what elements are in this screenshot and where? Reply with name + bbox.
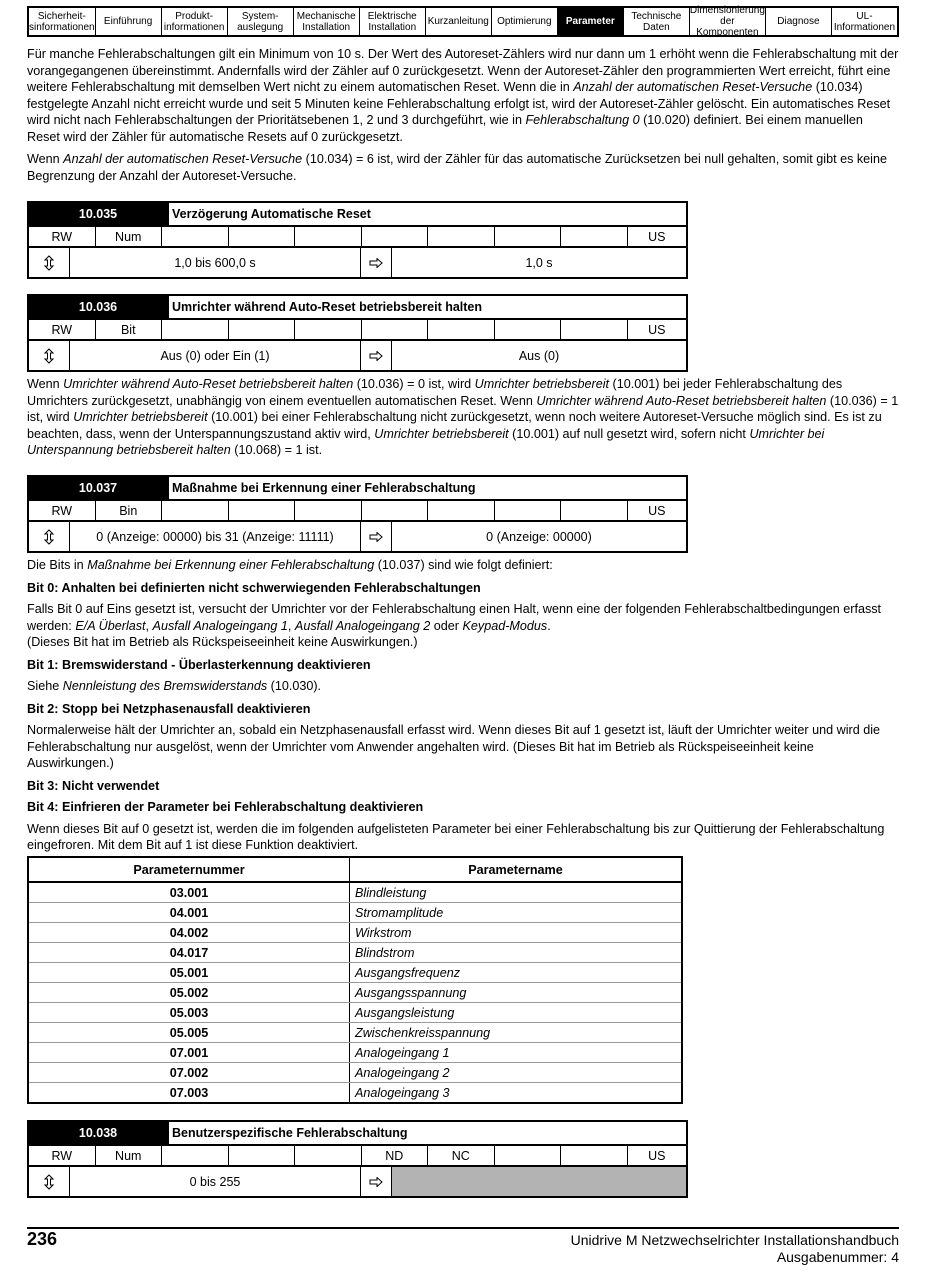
param-flag: US	[648, 322, 666, 337]
param-range-row	[29, 1167, 686, 1196]
param-flag: RW	[29, 501, 96, 520]
range-updown-icon	[29, 341, 70, 370]
table-row	[28, 1003, 682, 1023]
bit0-text: Falls Bit 0 auf Eins gesetzt ist, versucht der Umrichter vor der Fehlerabschaltung einen Halt, wenn eine der folgenden Fehlerabschaltbedingungen erfasst werden: E/A Überlast, Ausfall Analogeingang 1, Ausfall Analogeingang 2 oder Keypad-Modus. (Dieses Bit hat im Betrieb als Rückspeiseeinheit keine Auswirkungen.)	[27, 602, 882, 649]
intro-paragraph-1: Für manche Fehlerabschaltungen gilt ein Minimum von 10 s. Der Wert des Autoreset-Zählers wird nur dann um 1 erhöht wenn die Fehlerabschaltung mit der vorangegangenen übereinstimmt. Andernfalls wird der Zähler auf 0 zurückgesetzt. Wenn der Autoreset-Zähler den programmierten Wert erreicht, führt eine weitere Fehlerabschaltung mit demselben Wert nicht zu einem automatischen Reset. Wenn die in Anzahl der automatischen Reset-Versuche (10.034) festgelegte Anzahl nicht erreicht wurde und seit 5 Minuten keine Fehlerabschaltung erfolgt ist, wird der Autoreset-Zähler gelöscht. Ein automatisches Reset wird nicht nach Fehlerabschaltungen der Prioritätsebenen 1, 2 und 3 durchgeführt, wie in Fehlerabschaltung 0 (10.020) definiert. Bei einem manuellen Reset wird der Zähler für automatische Resets auf 0 zurückgesetzt.	[27, 47, 899, 144]
issue-number: Ausgabenummer: 4	[776, 1249, 899, 1265]
param-range-row	[29, 522, 686, 551]
table-row	[28, 1043, 682, 1063]
table-row	[28, 1063, 682, 1083]
param-flag	[561, 227, 628, 246]
parameter-name: Blindstrom	[350, 943, 683, 963]
parameter-number: 04.001	[28, 903, 350, 923]
parameter-number: 04.017	[28, 943, 350, 963]
chapter-nav	[27, 6, 899, 37]
nav-tab[interactable]: Mechanische Installation	[294, 8, 360, 35]
param-flag: Num	[96, 1146, 163, 1165]
parameter-name: Ausgangsfrequenz	[350, 963, 683, 983]
param-default: Aus (0)	[518, 348, 560, 363]
bit0-heading: Bit 0: Anhalten bei definierten nicht schwerwiegenden Fehlerabschaltungen	[27, 580, 481, 595]
parameter-name: Analogeingang 3	[350, 1083, 683, 1104]
param-flag	[561, 320, 628, 339]
param-name: Verzögerung Automatische Reset	[167, 203, 686, 225]
param-number: 10.038	[29, 1122, 167, 1144]
footer-title	[571, 1232, 899, 1266]
parameter-name: Blindleistung	[350, 882, 683, 903]
param-flag	[229, 501, 296, 520]
param-flag	[495, 1146, 562, 1165]
param-10038	[27, 1120, 688, 1198]
footer-divider	[27, 1227, 899, 1229]
range-updown-icon	[29, 522, 70, 551]
param-flag	[561, 1146, 628, 1165]
parameter-number: 05.001	[28, 963, 350, 983]
parameter-name: Analogeingang 2	[350, 1063, 683, 1083]
param-name: Umrichter während Auto-Reset betriebsbereit halten	[167, 296, 686, 318]
param-flag: Num	[96, 227, 163, 246]
parameter-number: 04.002	[28, 923, 350, 943]
range-updown-icon	[29, 248, 70, 277]
default-arrow-icon	[361, 341, 392, 370]
parameter-number: 05.005	[28, 1023, 350, 1043]
nav-tab[interactable]: System- auslegung	[228, 8, 294, 35]
param-flag	[295, 1146, 362, 1165]
nav-tab[interactable]: UL- Informationen	[833, 10, 896, 33]
param-flag	[495, 501, 562, 520]
param-10037	[27, 475, 688, 553]
param-default: 0 (Anzeige: 00000)	[486, 529, 592, 544]
param-name: Maßnahme bei Erkennung einer Fehlerabschaltung	[167, 477, 686, 499]
param-flag	[162, 501, 229, 520]
param-flag: RW	[29, 320, 96, 339]
param-flag: ND	[362, 1146, 429, 1165]
nav-tab[interactable]: Optimierung	[492, 8, 558, 35]
param-flags	[29, 227, 686, 248]
table-row	[28, 882, 682, 903]
param-range: 0 (Anzeige: 00000) bis 31 (Anzeige: 11111)	[70, 522, 361, 551]
parameter-number: 05.003	[28, 1003, 350, 1023]
param-header	[29, 477, 686, 501]
bits-intro: Die Bits in Maßnahme bei Erkennung einer Fehlerabschaltung (10.037) sind wie folgt definiert:	[27, 558, 553, 572]
param-range: 1,0 bis 600,0 s	[70, 248, 361, 277]
param-default	[392, 1167, 686, 1196]
parameter-number: 07.002	[28, 1063, 350, 1083]
nav-tab[interactable]: Einführung	[96, 8, 162, 35]
bit2-heading: Bit 2: Stopp bei Netzphasenausfall deaktivieren	[27, 701, 311, 716]
param-flag: RW	[29, 1146, 96, 1165]
table-header-row	[28, 857, 682, 882]
param-flag	[229, 227, 296, 246]
default-arrow-icon	[361, 1167, 392, 1196]
column-header-number: Parameternummer	[28, 857, 350, 882]
param-header	[29, 1122, 686, 1146]
param-flag: US	[648, 503, 666, 518]
param-flag: Bit	[96, 320, 163, 339]
nav-tab[interactable]: Technische Daten	[624, 8, 690, 35]
bit1-text: Siehe Nennleistung des Bremswiderstands (10.030).	[27, 679, 322, 693]
frozen-parameters-table	[27, 856, 683, 1104]
param-flag	[495, 320, 562, 339]
parameter-name: Analogeingang 1	[350, 1043, 683, 1063]
intro-paragraph-2: Wenn Anzahl der automatischen Reset-Versuche (10.034) = 6 ist, wird der Zähler für das automatische Zurücksetzen bei null gehalten, somit gibt es keine Begrenzung der Anzahl der Autoreset-Versuche.	[27, 152, 887, 183]
param-flag	[428, 227, 495, 246]
parameter-name: Zwischenkreisspannung	[350, 1023, 683, 1043]
param-flag	[428, 320, 495, 339]
param-flags	[29, 320, 686, 341]
table-row	[28, 943, 682, 963]
param-flags	[29, 1146, 686, 1167]
default-arrow-icon	[361, 248, 392, 277]
nav-tab[interactable]: Kurzanleitung	[426, 8, 492, 35]
table-row	[28, 963, 682, 983]
param-flag: US	[648, 229, 666, 244]
param-range: 0 bis 255	[70, 1167, 361, 1196]
intro-text	[27, 46, 899, 190]
bit1-heading: Bit 1: Bremswiderstand - Überlasterkennung deaktivieren	[27, 657, 371, 672]
param-number: 10.035	[29, 203, 167, 225]
bit3-heading: Bit 3: Nicht verwendet	[27, 778, 160, 793]
param-flag: RW	[29, 227, 96, 246]
param-10036-description	[27, 376, 899, 465]
param-10035	[27, 201, 688, 279]
parameter-number: 03.001	[28, 882, 350, 903]
param-flags	[29, 501, 686, 522]
param-flag	[362, 227, 429, 246]
param-flag	[162, 320, 229, 339]
param-number: 10.037	[29, 477, 167, 499]
param-flag	[428, 501, 495, 520]
parameter-number: 07.003	[28, 1083, 350, 1104]
param-flag	[162, 227, 229, 246]
parameter-number: 05.002	[28, 983, 350, 1003]
table-row	[28, 1023, 682, 1043]
param-flag	[295, 320, 362, 339]
table-row	[28, 903, 682, 923]
nav-tab[interactable]: Dimensionierung der Komponenten	[689, 5, 765, 38]
param-flag: Bin	[96, 501, 163, 520]
parameter-number: 07.001	[28, 1043, 350, 1063]
nav-tab[interactable]: Produkt- informationen	[162, 8, 228, 35]
parameter-name: Stromamplitude	[350, 903, 683, 923]
param-flag	[362, 501, 429, 520]
param-flag	[295, 227, 362, 246]
default-arrow-icon	[361, 522, 392, 551]
param-default: 1,0 s	[525, 255, 553, 270]
param-flag	[162, 1146, 229, 1165]
bit4-heading: Bit 4: Einfrieren der Parameter bei Fehlerabschaltung deaktivieren	[27, 800, 424, 814]
param-flag	[561, 501, 628, 520]
param-10036	[27, 294, 688, 372]
bit2-text: Normalerweise hält der Umrichter an, sobald ein Netzphasenausfall erfasst wird. Wenn dieses Bit auf 1 gesetzt ist, läuft der Umrichter weiter und wird die Fehlerabschaltung nur ausgelöst, wenn der Umrichter vom Anwender angehalten wird. (Dieses Bit hat im Betrieb als Rückspeiseeinheit keine Auswirkungen.)	[27, 723, 881, 770]
param-header	[29, 296, 686, 320]
bit4-text: Wenn dieses Bit auf 0 gesetzt ist, werden die im folgenden aufgelisteten Parameter bei einer Fehlerabschaltung bis zur Quittierung der Fehlerabschaltung eingefroren. Mit dem Bit auf 1 ist diese Funktion deaktiviert.	[27, 821, 885, 852]
table-row	[28, 1083, 682, 1104]
param-flag	[495, 227, 562, 246]
param-range-row	[29, 341, 686, 370]
page-number: 236	[27, 1229, 58, 1249]
bits-text	[27, 557, 899, 860]
param-range-row	[29, 248, 686, 277]
nav-tab[interactable]: Elektrische Installation	[360, 8, 426, 35]
nav-tab[interactable]: Parameter	[558, 8, 624, 35]
table-row	[28, 923, 682, 943]
range-updown-icon	[29, 1167, 70, 1196]
manual-title: Unidrive M Netzwechselrichter Installationshandbuch	[570, 1232, 899, 1248]
param-flag: US	[648, 1148, 666, 1163]
param-flag	[229, 1146, 296, 1165]
param-flag: NC	[428, 1146, 495, 1165]
param-name: Benutzerspezifische Fehlerabschaltung	[167, 1122, 686, 1144]
parameter-name: Ausgangsspannung	[350, 983, 683, 1003]
description-paragraph: Wenn Umrichter während Auto-Reset betriebsbereit halten (10.036) = 0 ist, wird Umrichter betriebsbereit (10.001) bei jeder Fehlerabschaltung des Umrichters zurückgesetzt, unabhängig von einem eventuellen automatischen Reset. Wenn Umrichter während Auto-Reset betriebsbereit halten (10.036) = 1 ist, wird Umrichter betriebsbereit (10.001) bei einer Fehlerabschaltung nicht zurückgesetzt, wenn noch weitere Autoreset-Versuche möglich sind. Es ist zu beachten, dass, wenn der Unterspannungszustand aktiv wird, Umrichter betriebsbereit (10.001) auf null gesetzt wird, sofern nicht Umrichter bei Unterspannung betriebsbereit halten (10.068) = 1 ist.	[27, 377, 899, 457]
param-flag	[362, 320, 429, 339]
nav-tab[interactable]: Diagnose	[766, 8, 832, 35]
param-range: Aus (0) oder Ein (1)	[70, 341, 361, 370]
param-number: 10.036	[29, 296, 167, 318]
column-header-name: Parametername	[350, 857, 683, 882]
param-flag	[295, 501, 362, 520]
parameter-name: Wirkstrom	[350, 923, 683, 943]
param-flag	[229, 320, 296, 339]
parameter-name: Ausgangsleistung	[350, 1003, 683, 1023]
param-header	[29, 203, 686, 227]
nav-tab[interactable]: Sicherheit- sinformationen	[29, 8, 96, 35]
table-row	[28, 983, 682, 1003]
